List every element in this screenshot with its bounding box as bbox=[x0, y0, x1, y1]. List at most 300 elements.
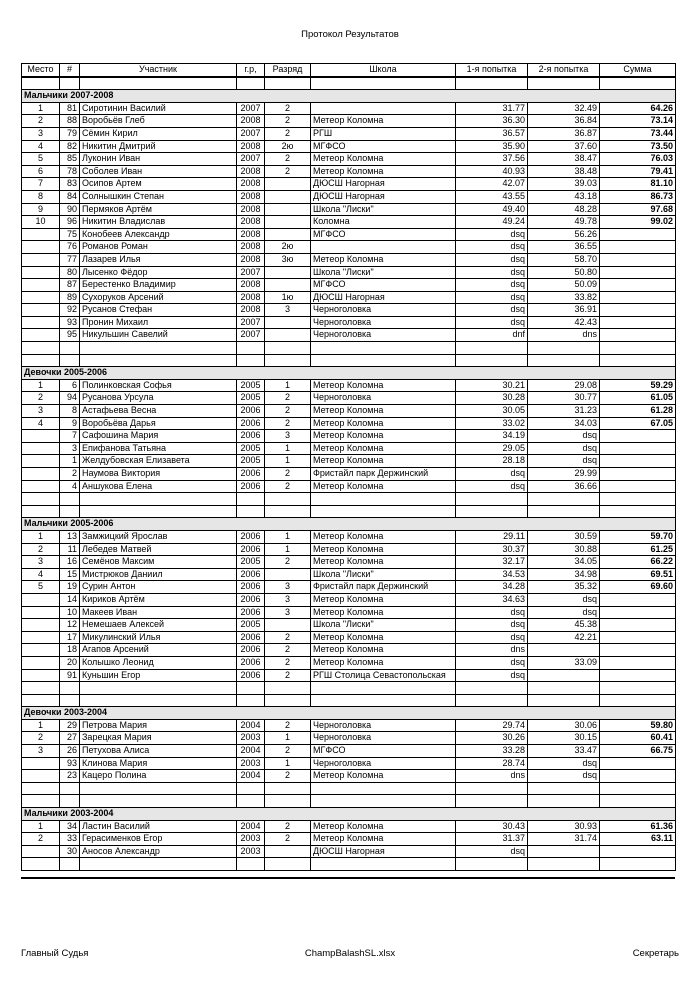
blank-cell bbox=[237, 782, 265, 795]
cell-rank: 2 bbox=[265, 656, 311, 669]
cell-birth-year: 2007 bbox=[237, 266, 265, 279]
spacer-cell bbox=[22, 77, 60, 90]
blank-cell bbox=[60, 342, 80, 355]
spacer-cell bbox=[60, 505, 80, 518]
spacer-cell bbox=[600, 77, 676, 90]
results-table bbox=[21, 63, 676, 871]
table-row bbox=[22, 468, 676, 481]
cell-birth-year: 2006 bbox=[237, 644, 265, 657]
cell-birth-year: 2006 bbox=[237, 417, 265, 430]
cell-birth-year: 2003 bbox=[237, 732, 265, 745]
cell-birth-year: 2004 bbox=[237, 719, 265, 732]
cell-run1: 32.17 bbox=[456, 556, 528, 569]
cell-school: Метеор Коломна bbox=[311, 631, 456, 644]
cell-rank: 2ю bbox=[265, 140, 311, 153]
cell-place bbox=[22, 304, 60, 317]
cell-birth-year: 2007 bbox=[237, 102, 265, 115]
blank-cell bbox=[60, 493, 80, 506]
cell-birth-year: 2008 bbox=[237, 241, 265, 254]
cell-run2: 29.08 bbox=[528, 379, 600, 392]
footer-filename: ChampBalashSL.xlsx bbox=[304, 948, 396, 959]
cell-school: Метеор Коломна bbox=[311, 442, 456, 455]
cell-number: 75 bbox=[60, 228, 80, 241]
blank-row bbox=[22, 858, 676, 871]
cell-run2: 30.93 bbox=[528, 820, 600, 833]
cell-rank bbox=[265, 568, 311, 581]
cell-run1: 30.28 bbox=[456, 392, 528, 405]
table-row bbox=[22, 593, 676, 606]
blank-cell bbox=[22, 493, 60, 506]
spacer-cell bbox=[456, 77, 528, 90]
table-row bbox=[22, 127, 676, 140]
spacer-row bbox=[22, 77, 676, 90]
cell-run2: dsq bbox=[528, 430, 600, 443]
cell-birth-year: 2005 bbox=[237, 455, 265, 468]
blank-cell bbox=[528, 782, 600, 795]
cell-run1: dsq bbox=[456, 619, 528, 632]
cell-place: 2 bbox=[22, 543, 60, 556]
cell-place: 1 bbox=[22, 530, 60, 543]
cell-place: 3 bbox=[22, 556, 60, 569]
spacer-cell bbox=[311, 505, 456, 518]
cell-rank: 3 bbox=[265, 581, 311, 594]
cell-rank: 1 bbox=[265, 379, 311, 392]
cell-total: 60.41 bbox=[600, 732, 676, 745]
col-participant: Участник bbox=[80, 64, 237, 77]
cell-birth-year: 2006 bbox=[237, 430, 265, 443]
cell-participant: Осипов Артем bbox=[80, 178, 237, 191]
table-row bbox=[22, 430, 676, 443]
cell-run2: 45.38 bbox=[528, 619, 600, 632]
cell-total bbox=[600, 304, 676, 317]
cell-number: 16 bbox=[60, 556, 80, 569]
table-row bbox=[22, 392, 676, 405]
cell-birth-year: 2004 bbox=[237, 820, 265, 833]
table-row bbox=[22, 140, 676, 153]
cell-total: 79.41 bbox=[600, 165, 676, 178]
cell-run1: 42.07 bbox=[456, 178, 528, 191]
cell-birth-year: 2008 bbox=[237, 291, 265, 304]
cell-school: Метеор Коломна bbox=[311, 455, 456, 468]
spacer-cell bbox=[80, 795, 237, 808]
cell-run1: dns bbox=[456, 644, 528, 657]
cell-total: 59.80 bbox=[600, 719, 676, 732]
cell-place bbox=[22, 480, 60, 493]
cell-run2: 36.84 bbox=[528, 115, 600, 128]
cell-rank: 2 bbox=[265, 115, 311, 128]
cell-run2: 38.48 bbox=[528, 165, 600, 178]
cell-school: РГШ bbox=[311, 127, 456, 140]
cell-number: 77 bbox=[60, 253, 80, 266]
cell-total: 69.60 bbox=[600, 581, 676, 594]
cell-participant: Кириков Артём bbox=[80, 593, 237, 606]
cell-run2: 30.88 bbox=[528, 543, 600, 556]
table-row bbox=[22, 304, 676, 317]
cell-total: 66.22 bbox=[600, 556, 676, 569]
cell-school: Коломна bbox=[311, 216, 456, 229]
cell-place: 1 bbox=[22, 820, 60, 833]
table-row bbox=[22, 480, 676, 493]
cell-place bbox=[22, 593, 60, 606]
cell-participant: Воробьёв Глеб bbox=[80, 115, 237, 128]
cell-number: 89 bbox=[60, 291, 80, 304]
cell-rank bbox=[265, 316, 311, 329]
cell-number: 96 bbox=[60, 216, 80, 229]
cell-run1: 34.19 bbox=[456, 430, 528, 443]
cell-birth-year: 2006 bbox=[237, 405, 265, 418]
cell-total: 81.10 bbox=[600, 178, 676, 191]
table-row bbox=[22, 455, 676, 468]
cell-place: 3 bbox=[22, 127, 60, 140]
cell-rank: 2ю bbox=[265, 241, 311, 254]
cell-birth-year: 2007 bbox=[237, 153, 265, 166]
table-row bbox=[22, 732, 676, 745]
spacer-cell bbox=[22, 694, 60, 707]
cell-rank: 2 bbox=[265, 820, 311, 833]
cell-number: 94 bbox=[60, 392, 80, 405]
cell-total: 73.50 bbox=[600, 140, 676, 153]
spacer-row bbox=[22, 795, 676, 808]
spacer-cell bbox=[456, 354, 528, 367]
cell-total: 86.73 bbox=[600, 190, 676, 203]
cell-rank: 3 bbox=[265, 430, 311, 443]
cell-participant: Пронин Михаил bbox=[80, 316, 237, 329]
cell-place bbox=[22, 757, 60, 770]
blank-cell bbox=[22, 342, 60, 355]
cell-run1: 28.18 bbox=[456, 455, 528, 468]
cell-school: Метеор Коломна bbox=[311, 405, 456, 418]
cell-run2: 31.74 bbox=[528, 833, 600, 846]
cell-participant: Желдубовская Елизавета bbox=[80, 455, 237, 468]
spacer-cell bbox=[265, 795, 311, 808]
cell-school: Школа "Лиски" bbox=[311, 203, 456, 216]
table-row bbox=[22, 581, 676, 594]
table-row bbox=[22, 669, 676, 682]
cell-run1: dsq bbox=[456, 253, 528, 266]
cell-participant: Русанов Стефан bbox=[80, 304, 237, 317]
cell-run1: dsq bbox=[456, 656, 528, 669]
cell-run1: 28.74 bbox=[456, 757, 528, 770]
blank-cell bbox=[311, 782, 456, 795]
cell-participant: Луконин Иван bbox=[80, 153, 237, 166]
cell-place: 3 bbox=[22, 745, 60, 758]
group-title: Девочки 2003-2004 bbox=[22, 707, 676, 720]
cell-number: 12 bbox=[60, 619, 80, 632]
blank-row bbox=[22, 493, 676, 506]
cell-run2: 48.28 bbox=[528, 203, 600, 216]
cell-participant: Мистрюков Даниил bbox=[80, 568, 237, 581]
table-row bbox=[22, 543, 676, 556]
cell-school: Фристайл парк Держинский bbox=[311, 468, 456, 481]
spacer-cell bbox=[237, 77, 265, 90]
cell-place bbox=[22, 606, 60, 619]
blank-cell bbox=[311, 858, 456, 871]
cell-place: 2 bbox=[22, 115, 60, 128]
cell-school: Черноголовка bbox=[311, 732, 456, 745]
table-row bbox=[22, 228, 676, 241]
cell-rank: 1 bbox=[265, 530, 311, 543]
cell-place bbox=[22, 291, 60, 304]
cell-number: 76 bbox=[60, 241, 80, 254]
cell-participant: Агапов Арсений bbox=[80, 644, 237, 657]
cell-run2: 33.09 bbox=[528, 656, 600, 669]
cell-total bbox=[600, 770, 676, 783]
blank-cell bbox=[456, 493, 528, 506]
blank-cell bbox=[80, 858, 237, 871]
cell-run2: 36.66 bbox=[528, 480, 600, 493]
blank-cell bbox=[528, 682, 600, 695]
cell-birth-year: 2006 bbox=[237, 568, 265, 581]
cell-birth-year: 2008 bbox=[237, 190, 265, 203]
cell-number: 80 bbox=[60, 266, 80, 279]
cell-school: Метеор Коломна bbox=[311, 480, 456, 493]
cell-place bbox=[22, 279, 60, 292]
cell-run1: dsq bbox=[456, 845, 528, 858]
table-row bbox=[22, 619, 676, 632]
cell-run2: 34.98 bbox=[528, 568, 600, 581]
cell-total: 66.75 bbox=[600, 745, 676, 758]
cell-run1: dsq bbox=[456, 228, 528, 241]
group-header bbox=[22, 707, 676, 720]
blank-row bbox=[22, 682, 676, 695]
cell-rank: 1 bbox=[265, 543, 311, 556]
cell-run2: dsq bbox=[528, 455, 600, 468]
cell-run1: 36.30 bbox=[456, 115, 528, 128]
cell-number: 81 bbox=[60, 102, 80, 115]
cell-place: 5 bbox=[22, 581, 60, 594]
cell-run1: 37.56 bbox=[456, 153, 528, 166]
cell-school bbox=[311, 241, 456, 254]
cell-birth-year: 2003 bbox=[237, 845, 265, 858]
cell-run1: 33.02 bbox=[456, 417, 528, 430]
cell-total: 76.03 bbox=[600, 153, 676, 166]
cell-rank: 2 bbox=[265, 556, 311, 569]
blank-cell bbox=[311, 342, 456, 355]
spacer-cell bbox=[528, 795, 600, 808]
cell-number: 85 bbox=[60, 153, 80, 166]
blank-cell bbox=[60, 782, 80, 795]
blank-cell bbox=[265, 342, 311, 355]
spacer-cell bbox=[311, 694, 456, 707]
cell-place: 2 bbox=[22, 392, 60, 405]
cell-place bbox=[22, 619, 60, 632]
table-row bbox=[22, 845, 676, 858]
cell-number: 17 bbox=[60, 631, 80, 644]
blank-cell bbox=[22, 782, 60, 795]
cell-school: Метеор Коломна bbox=[311, 417, 456, 430]
spacer-cell bbox=[60, 77, 80, 90]
cell-participant: Сафошина Мария bbox=[80, 430, 237, 443]
cell-school: МГФСО bbox=[311, 745, 456, 758]
cell-school: Черноголовка bbox=[311, 316, 456, 329]
cell-run1: 35.90 bbox=[456, 140, 528, 153]
blank-cell bbox=[265, 858, 311, 871]
cell-place: 2 bbox=[22, 732, 60, 745]
bottom-rule bbox=[21, 877, 675, 879]
spacer-cell bbox=[528, 505, 600, 518]
cell-number: 34 bbox=[60, 820, 80, 833]
cell-school: Черноголовка bbox=[311, 304, 456, 317]
cell-participant: Петухова Алиса bbox=[80, 745, 237, 758]
cell-rank: 2 bbox=[265, 719, 311, 732]
cell-total: 69.51 bbox=[600, 568, 676, 581]
cell-run1: 30.43 bbox=[456, 820, 528, 833]
table-row bbox=[22, 442, 676, 455]
group-header bbox=[22, 367, 676, 380]
cell-birth-year: 2008 bbox=[237, 253, 265, 266]
blank-row bbox=[22, 342, 676, 355]
blank-cell bbox=[528, 858, 600, 871]
cell-total bbox=[600, 845, 676, 858]
cell-rank: 2 bbox=[265, 102, 311, 115]
col-birth-year: г.р, bbox=[237, 64, 265, 77]
cell-run2: 49.78 bbox=[528, 216, 600, 229]
cell-run1: 30.26 bbox=[456, 732, 528, 745]
group-title: Мальчики 2003-2004 bbox=[22, 808, 676, 821]
spacer-cell bbox=[600, 354, 676, 367]
cell-birth-year: 2005 bbox=[237, 442, 265, 455]
cell-rank: 2 bbox=[265, 833, 311, 846]
cell-run2: 42.21 bbox=[528, 631, 600, 644]
table-row bbox=[22, 606, 676, 619]
cell-run2: dsq bbox=[528, 757, 600, 770]
cell-birth-year: 2008 bbox=[237, 115, 265, 128]
cell-rank: 2 bbox=[265, 745, 311, 758]
cell-number: 13 bbox=[60, 530, 80, 543]
col-run1: 1-я попытка bbox=[456, 64, 528, 77]
cell-number: 33 bbox=[60, 833, 80, 846]
cell-participant: Астафьева Весна bbox=[80, 405, 237, 418]
cell-total bbox=[600, 266, 676, 279]
blank-cell bbox=[311, 493, 456, 506]
cell-school: ДЮСШ Нагорная bbox=[311, 845, 456, 858]
cell-school: Метеор Коломна bbox=[311, 656, 456, 669]
blank-cell bbox=[22, 682, 60, 695]
cell-run2: 43.18 bbox=[528, 190, 600, 203]
cell-run2: dsq bbox=[528, 606, 600, 619]
cell-rank bbox=[265, 619, 311, 632]
spacer-cell bbox=[60, 354, 80, 367]
cell-rank bbox=[265, 203, 311, 216]
cell-run2: 58.70 bbox=[528, 253, 600, 266]
cell-total bbox=[600, 430, 676, 443]
cell-total: 59.29 bbox=[600, 379, 676, 392]
cell-run2 bbox=[528, 669, 600, 682]
table-row bbox=[22, 216, 676, 229]
cell-school: Школа "Лиски" bbox=[311, 619, 456, 632]
spacer-cell bbox=[80, 694, 237, 707]
cell-rank bbox=[265, 190, 311, 203]
cell-participant: Клинова Мария bbox=[80, 757, 237, 770]
cell-school: Черноголовка bbox=[311, 757, 456, 770]
cell-run1: 29.11 bbox=[456, 530, 528, 543]
cell-total: 97.68 bbox=[600, 203, 676, 216]
cell-place: 2 bbox=[22, 833, 60, 846]
spacer-cell bbox=[265, 77, 311, 90]
cell-place bbox=[22, 430, 60, 443]
cell-participant: Пермяков Артём bbox=[80, 203, 237, 216]
cell-run2: 50.09 bbox=[528, 279, 600, 292]
cell-number: 11 bbox=[60, 543, 80, 556]
blank-cell bbox=[311, 682, 456, 695]
cell-place bbox=[22, 329, 60, 342]
cell-total bbox=[600, 241, 676, 254]
spacer-cell bbox=[22, 505, 60, 518]
cell-number: 79 bbox=[60, 127, 80, 140]
footer-secretary: Секретарь bbox=[632, 948, 679, 959]
cell-birth-year: 2005 bbox=[237, 619, 265, 632]
cell-birth-year: 2006 bbox=[237, 669, 265, 682]
cell-place: 4 bbox=[22, 417, 60, 430]
blank-cell bbox=[528, 493, 600, 506]
blank-cell bbox=[265, 782, 311, 795]
blank-cell bbox=[600, 858, 676, 871]
spacer-cell bbox=[311, 77, 456, 90]
spacer-cell bbox=[456, 795, 528, 808]
cell-place: 7 bbox=[22, 178, 60, 191]
cell-run2: 30.77 bbox=[528, 392, 600, 405]
cell-rank: 3 bbox=[265, 593, 311, 606]
cell-school: Школа "Лиски" bbox=[311, 266, 456, 279]
cell-rank: 1ю bbox=[265, 291, 311, 304]
cell-run1: dsq bbox=[456, 316, 528, 329]
cell-birth-year: 2007 bbox=[237, 127, 265, 140]
cell-rank: 2 bbox=[265, 669, 311, 682]
cell-run2: 30.06 bbox=[528, 719, 600, 732]
spacer-cell bbox=[311, 354, 456, 367]
spacer-cell bbox=[265, 354, 311, 367]
cell-total bbox=[600, 656, 676, 669]
cell-participant: Никульшин Савелий bbox=[80, 329, 237, 342]
cell-place: 5 bbox=[22, 153, 60, 166]
cell-participant: Воробьёва Дарья bbox=[80, 417, 237, 430]
spacer-cell bbox=[600, 795, 676, 808]
blank-cell bbox=[80, 782, 237, 795]
table-row bbox=[22, 631, 676, 644]
table-row bbox=[22, 719, 676, 732]
group-header bbox=[22, 90, 676, 103]
table-row bbox=[22, 102, 676, 115]
cell-total bbox=[600, 757, 676, 770]
cell-run2: 36.55 bbox=[528, 241, 600, 254]
cell-rank: 2 bbox=[265, 468, 311, 481]
blank-cell bbox=[600, 342, 676, 355]
cell-number: 18 bbox=[60, 644, 80, 657]
blank-cell bbox=[237, 682, 265, 695]
cell-participant: Лысенко Фёдор bbox=[80, 266, 237, 279]
cell-total bbox=[600, 606, 676, 619]
table-row bbox=[22, 770, 676, 783]
cell-birth-year: 2006 bbox=[237, 606, 265, 619]
cell-school: Метеор Коломна bbox=[311, 593, 456, 606]
cell-run2: 34.03 bbox=[528, 417, 600, 430]
cell-rank: 3 bbox=[265, 304, 311, 317]
cell-participant: Колышко Леонид bbox=[80, 656, 237, 669]
cell-place bbox=[22, 631, 60, 644]
cell-run1: dns bbox=[456, 770, 528, 783]
cell-place: 1 bbox=[22, 102, 60, 115]
cell-participant: Никитин Дмитрий bbox=[80, 140, 237, 153]
cell-participant: Лазарев Илья bbox=[80, 253, 237, 266]
cell-participant: Берестенко Владимир bbox=[80, 279, 237, 292]
cell-place bbox=[22, 468, 60, 481]
cell-number: 90 bbox=[60, 203, 80, 216]
cell-participant: Солнышкин Степан bbox=[80, 190, 237, 203]
spacer-row bbox=[22, 694, 676, 707]
cell-run1: dsq bbox=[456, 468, 528, 481]
cell-school: Фристайл парк Держинский bbox=[311, 581, 456, 594]
cell-total bbox=[600, 455, 676, 468]
